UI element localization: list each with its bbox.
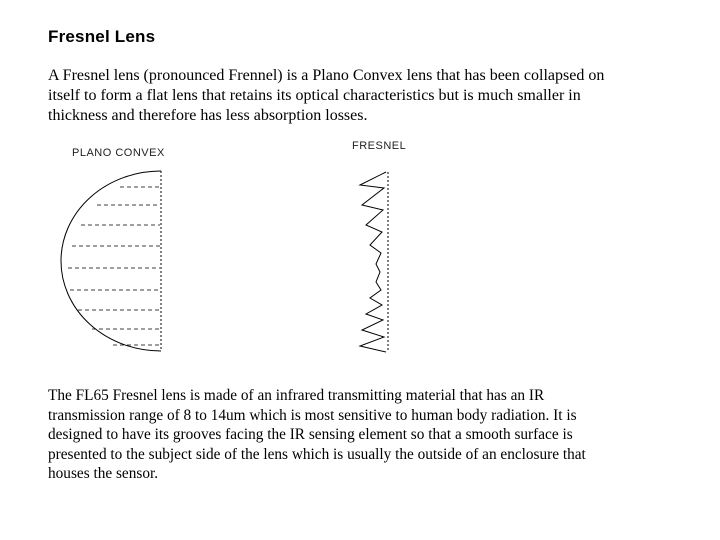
fresnel-grooves [360, 172, 386, 352]
fresnel-label: FRESNEL [352, 140, 407, 152]
fresnel-lens-drawing [360, 172, 388, 352]
intro-line: A Fresnel lens (pronounced Frennel) is a Plano Convex lens that has been collapsed on [48, 67, 605, 84]
plano-convex-curved-surface [61, 171, 161, 351]
plano-convex-hatch-lines [68, 187, 160, 345]
body-line: The FL65 Fresnel lens is made of an infrared transmitting material that has an IR [48, 387, 545, 404]
intro-line: thickness and therefore has less absorption losses. [48, 107, 368, 124]
body-paragraph [48, 386, 688, 484]
plano-convex-label: PLANO CONVEX [72, 147, 165, 159]
body-line: transmission range of 8 to 14um which is most sensitive to human body radiation. It is [48, 406, 577, 424]
intro-line: itself to form a flat lens that retains its optical characteristics but is much smaller in [48, 87, 581, 104]
body-line: designed to have its grooves facing the IR sensing element so that a smooth surface is [48, 426, 573, 443]
plano-convex-lens-drawing [61, 171, 161, 351]
body-line: presented to the subject side of the lens which is usually the outside of an enclosure that [48, 445, 586, 463]
slide-title: Fresnel Lens [48, 27, 156, 46]
body-line: houses the sensor. [48, 465, 159, 482]
